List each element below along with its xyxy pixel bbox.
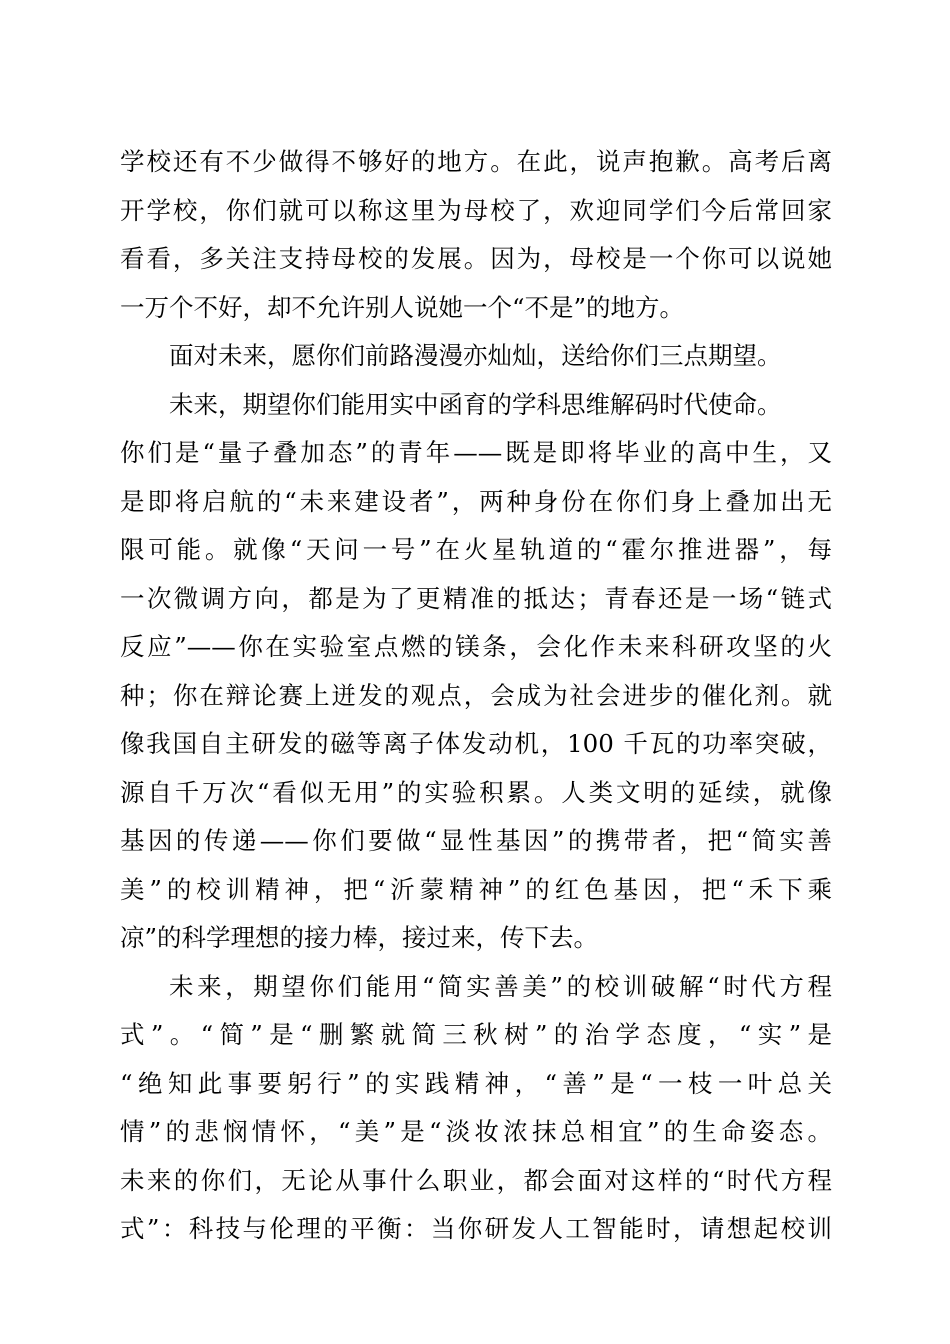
paragraph-first-line: 未来，期望你们能用实中函育的学科思维解码时代使命。: [169, 389, 782, 419]
text-line: 美”的校训精神，把“沂蒙精神”的红色基因，把“禾下乘: [120, 874, 832, 904]
text-line: 像我国自主研发的磁等离子体发动机，100 千瓦的功率突破，: [120, 729, 832, 758]
paragraph-first-line: 面对未来，愿你们前路漫漫亦灿灿，送给你们三点期望。: [169, 341, 782, 370]
text-line: 种；你在辩论赛上迸发的观点，会成为社会进步的催化剂。就: [120, 680, 832, 710]
text-line: 开学校，你们就可以称这里为母校了，欢迎同学们今后常回家: [120, 195, 832, 225]
text-line: 源自千万次“看似无用”的实验积累。人类文明的延续，就像: [120, 777, 832, 807]
text-line: “绝知此事要躬行”的实践精神，“善”是“一枝一叶总关: [120, 1068, 832, 1098]
text-line: 反应”——你在实验室点燃的镁条，会化作未来科研攻坚的火: [120, 632, 832, 661]
text-line: 看看，多关注支持母校的发展。因为，母校是一个你可以说她: [120, 244, 832, 273]
text-line: 学校还有不少做得不够好的地方。在此，说声抱歉。高考后离: [120, 147, 832, 176]
body-text: [120, 138, 832, 1254]
text-line: 一万个不好，却不允许别人说她一个“不是”的地方。: [120, 292, 685, 322]
text-line: 是即将启航的“未来建设者”，两种身份在你们身上叠加出无: [120, 486, 832, 516]
text-line: 凉”的科学理想的接力棒，接过来，传下去。: [120, 923, 599, 952]
paragraph-first-line: 未来，期望你们能用“简实善美”的校训破解“时代方程: [169, 971, 832, 1001]
text-line: 一次微调方向，都是为了更精准的抵达；青春还是一场“链式: [120, 583, 832, 613]
text-line: 基因的传递——你们要做“显性基因”的携带者，把“简实善: [120, 826, 832, 855]
text-line: 未来的你们，无论从事什么职业，都会面对这样的“时代方程: [120, 1165, 832, 1195]
text-line: 你们是“量子叠加态”的青年——既是即将毕业的高中生，又: [120, 438, 832, 467]
text-line: 限可能。就像“天问一号”在火星轨道的“霍尔推进器”，每: [120, 535, 832, 564]
text-line: 式”。“简”是“删繁就简三秋树”的治学态度，“实”是: [120, 1020, 832, 1049]
text-line: 情”的悲悯情怀，“美”是“淡妆浓抹总相宜”的生命姿态。: [120, 1117, 832, 1146]
text-line: 式”：科技与伦理的平衡：当你研发人工智能时，请想起校训: [120, 1214, 832, 1243]
